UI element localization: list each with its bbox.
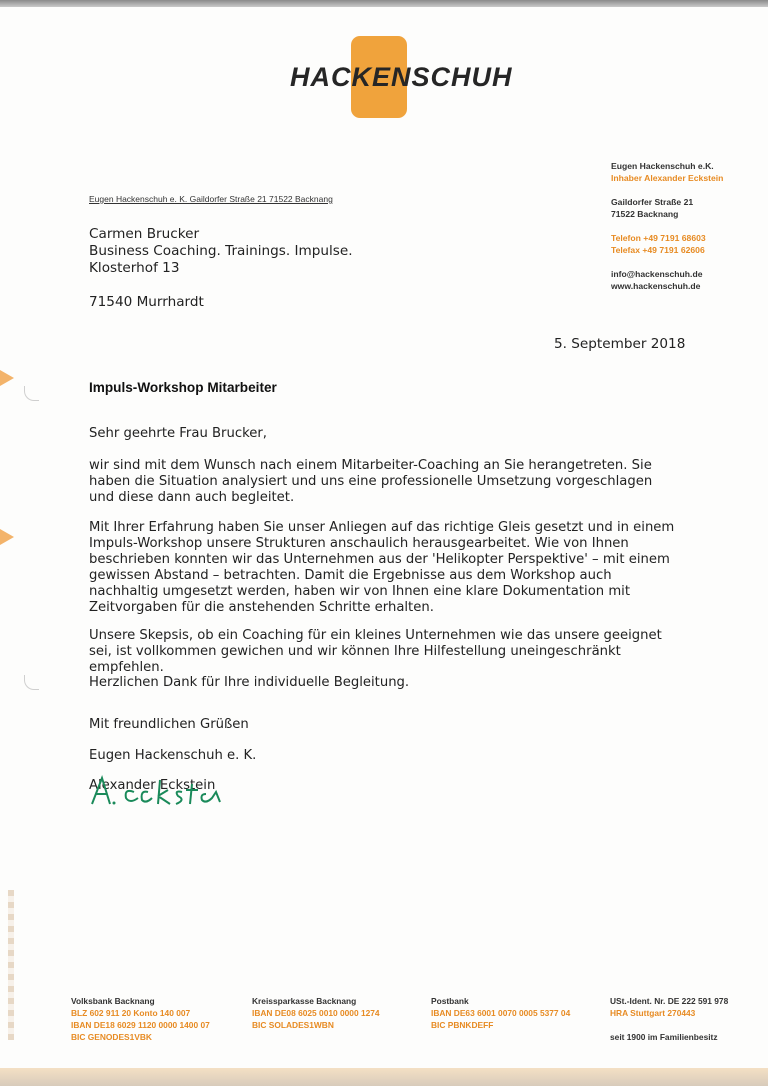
company-owner: Inhaber Alexander Eckstein [611,173,724,183]
body-paragraph-4: Herzlichen Dank für Ihre individuelle Begleitung. [89,675,410,690]
body-paragraph-1: wir sind mit dem Wunsch nach einem Mitarbeiter-Coaching an Sie herangetreten. Sie haben die Situation analysiert und uns eine professionelle Umsetzung vorgeschlagen und diese dann auch begleitet. [89,458,653,505]
bank2-line2: BIC SOLADES1WBN [252,1020,334,1030]
company-info [611,160,723,292]
letter-subject: Impuls-Workshop Mitarbeiter [89,380,277,395]
orange-marker-icon [0,370,14,386]
company-phone: Telefon +49 7191 68603 [611,233,706,243]
bank3-line2: BIC PBNKDEFF [431,1020,494,1030]
orange-marker-icon [0,529,14,545]
bank1-name: Volksbank Backnang [71,996,155,1006]
tax-line3: seit 1900 im Familienbesitz [610,1032,718,1042]
logo-wordmark: HACKENSCHUH [290,62,513,92]
sender-name: Alexander Eckstein [89,778,216,793]
footer-bank-2 [252,995,380,1031]
tax-line1: USt.-Ident. Nr. DE 222 591 978 [610,996,729,1006]
tax-line2: HRA Stuttgart 270443 [610,1008,696,1018]
body-paragraph-3: Unsere Skepsis, ob ein Coaching für ein kleines Unternehmen wie das unsere geeignet sei, ist vollkommen gewichen und wir können Ihre Hilfestellung uneingeschränkt empfehlen. [89,628,662,675]
salutation: Sehr geehrte Frau Brucker, [89,426,267,441]
bank2-name: Kreissparkasse Backnang [252,996,357,1006]
bank3-name: Postbank [431,996,469,1006]
bank1-line2: IBAN DE18 6029 1120 0000 1400 07 [71,1020,210,1030]
footer-bank-3 [431,995,570,1031]
recipient-business: Business Coaching. Trainings. Impulse. [89,243,353,259]
punch-hole [24,386,39,401]
body-paragraph-2: Mit Ihrer Erfahrung haben Sie unser Anliegen auf das richtige Gleis gesetzt und in einem Impuls-Workshop unsere Strukturen anschaulich herausgearbeitet. Wie von Ihnen beschrieben konnten wir das Unternehmen aus der 'Helikopter Perspektive' – mit einem gewissen Abstand – betrachten. Damit die Ergebnisse aus dem Workshop auch nachhaltig umgesetzt werden, haben wir von Ihnen eine klare Dokumentation mit Zeitvorgaben für die anstehenden Schritte erhalten. [89,520,675,615]
recipient-address [89,226,353,311]
bank1-line1: BLZ 602 911 20 Konto 140 007 [71,1008,191,1018]
sender-company: Eugen Hackenschuh e. K. [89,748,257,763]
footer-bank-1 [71,995,210,1043]
company-city: 71522 Backnang [611,209,679,219]
closing: Mit freundlichen Grüßen [89,717,249,732]
handwritten-signature [90,774,230,810]
scan-bottom-edge [0,1068,768,1086]
company-logo [285,30,513,125]
bank3-line1: IBAN DE63 6001 0070 0005 5377 04 [431,1008,571,1018]
recipient-name: Carmen Brucker [89,226,200,242]
punch-hole [24,675,39,690]
recipient-city: 71540 Murrhardt [89,294,204,310]
company-street: Gaildorfer Straße 21 [611,197,694,207]
scan-edge-pattern [8,890,14,1040]
bank1-line3: BIC GENODES1VBK [71,1032,152,1042]
letter-date: 5. September 2018 [554,336,686,352]
return-address: Eugen Hackenschuh e. K. Gaildorfer Straße 21 71522 Backnang [89,194,333,204]
company-email: info@hackenschuh.de [611,269,703,279]
bank2-line1: IBAN DE08 6025 0010 0000 1274 [252,1008,380,1018]
company-web: www.hackenschuh.de [611,281,701,291]
recipient-street: Klosterhof 13 [89,260,180,276]
company-fax: Telefax +49 7191 62606 [611,245,705,255]
company-name: Eugen Hackenschuh e.K. [611,161,714,171]
scan-top-edge [0,0,768,7]
footer-tax [610,995,728,1043]
